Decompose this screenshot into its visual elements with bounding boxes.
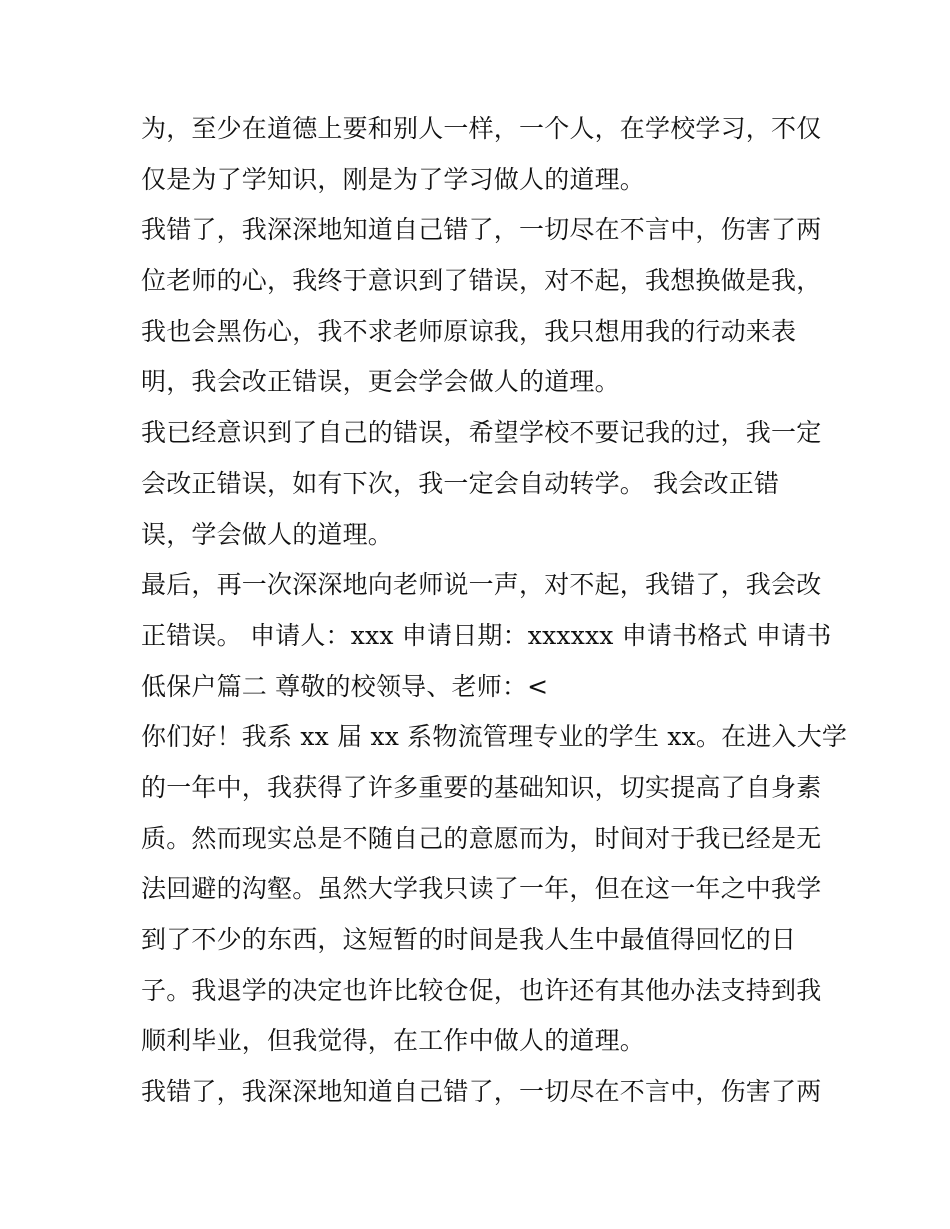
text-line: 我也会黑伤心，我不求老师原谅我，我只想用我的行动来表: [141, 316, 797, 346]
text-line: 我错了，我深深地知道自己错了，一切尽在不言中，伤害了两: [141, 215, 822, 245]
text-line: 质。然而现实总是不随自己的意愿而为，时间对于我已经是无: [141, 823, 822, 853]
text-line: 法回避的沟壑。虽然大学我只读了一年，但在这一年之中我学: [141, 874, 822, 904]
text-line: 低保户篇二 尊敬的校领导、老师：<: [141, 671, 549, 701]
text-line: 的一年中，我获得了许多重要的基础知识，切实提高了自身素: [141, 772, 822, 802]
text-line: 正错误。 申请人：xxx 申请日期：xxxxxx 申请书格式 申请书: [141, 620, 832, 650]
text-line: 为，至少在道德上要和别人一样，一个人，在学校学习，不仅: [141, 114, 822, 143]
text-line: 我错了，我深深地知道自己错了，一切尽在不言中，伤害了两: [141, 1077, 822, 1107]
text-line: 我已经意识到了自己的错误，希望学校不要记我的过，我一定: [141, 418, 822, 448]
text-line: 误，学会做人的道理。: [141, 519, 394, 549]
text-line: 顺利毕业，但我觉得，在工作中做人的道理。: [141, 1026, 646, 1056]
text-line: 明，我会改正错误，更会学会做人的道理。: [141, 367, 620, 397]
text-line: 到了不少的东西，这短暂的时间是我人生中最值得回忆的日: [141, 925, 797, 954]
document-body: [141, 104, 848, 1118]
text-line: 仅是为了学知识，刚是为了学习做人的道理。: [141, 164, 646, 194]
text-line: 最后，再一次深深地向老师说一声，对不起，我错了，我会改: [141, 570, 822, 600]
text-line: 会改正错误，如有下次，我一定会自动转学。 我会改正错: [141, 468, 780, 498]
text-line: 你们好！我系 xx 届 xx 系物流管理专业的学生 xx。在进入大学: [141, 722, 848, 752]
text-line: 位老师的心，我终于意识到了错误，对不起，我想换做是我，: [141, 266, 822, 296]
text-line: 子。我退学的决定也许比较仓促，也许还有其他办法支持到我: [141, 975, 822, 1005]
